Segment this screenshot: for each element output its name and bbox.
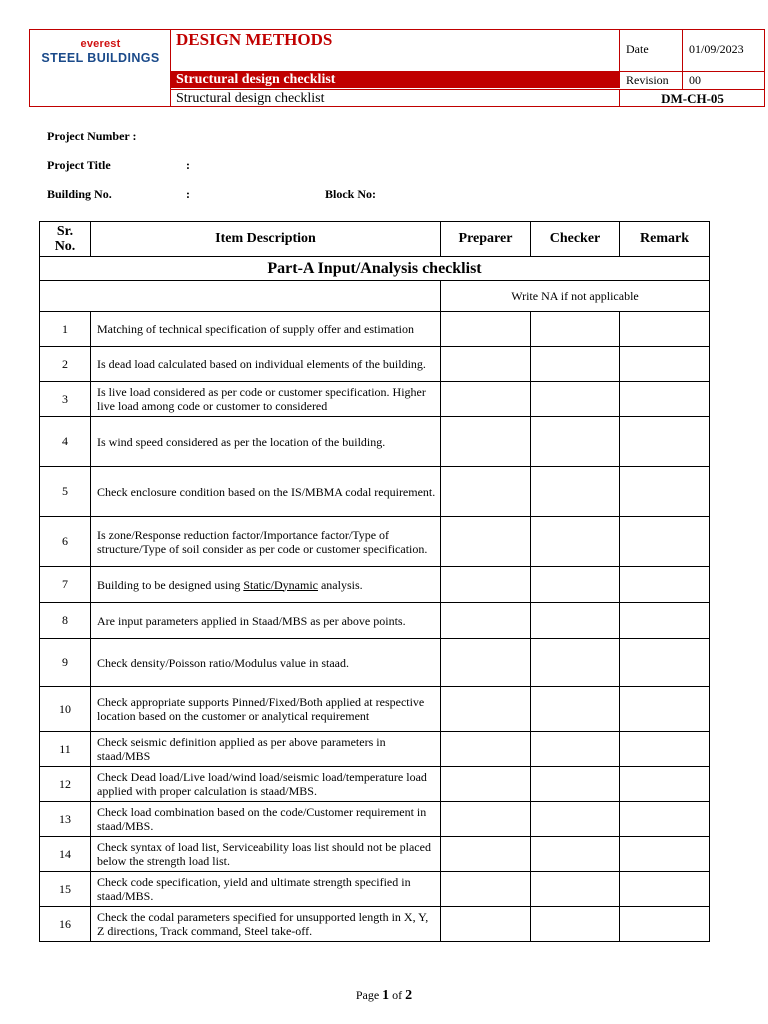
note-blank-cell <box>40 281 441 312</box>
revision-value: 00 <box>683 71 765 89</box>
preparer-cell[interactable] <box>441 517 531 567</box>
page-word: Page <box>355 988 380 1002</box>
document-header <box>29 29 765 107</box>
checker-cell[interactable] <box>531 467 620 517</box>
checklist-table <box>39 221 710 942</box>
date-label: Date <box>620 30 683 71</box>
row-number: 4 <box>40 417 91 467</box>
remark-cell[interactable] <box>620 382 710 417</box>
preparer-cell[interactable] <box>441 417 531 467</box>
remark-cell[interactable] <box>620 639 710 687</box>
preparer-cell[interactable] <box>441 732 531 767</box>
row-number: 8 <box>40 603 91 639</box>
table-row <box>40 382 710 417</box>
remark-cell[interactable] <box>620 603 710 639</box>
row-description: Check Dead load/Live load/wind load/seismic load/temperature load applied with proper calculation is staad/MBS. <box>91 767 441 802</box>
checker-cell[interactable] <box>531 312 620 347</box>
row-number: 5 <box>40 467 91 517</box>
building-no-label: Building No. <box>47 187 112 201</box>
checker-cell[interactable] <box>531 907 620 942</box>
table-row <box>40 417 710 467</box>
project-title-label: Project Title <box>47 158 111 172</box>
table-row <box>40 517 710 567</box>
preparer-cell[interactable] <box>441 347 531 382</box>
header-sr-no: Sr. No. <box>40 222 91 257</box>
preparer-cell[interactable] <box>441 567 531 603</box>
header-preparer: Preparer <box>441 222 531 257</box>
row-number: 6 <box>40 517 91 567</box>
remark-cell[interactable] <box>620 767 710 802</box>
checker-cell[interactable] <box>531 802 620 837</box>
date-value: 01/09/2023 <box>689 42 744 56</box>
row-number: 11 <box>40 732 91 767</box>
checker-cell[interactable] <box>531 767 620 802</box>
row-number: 16 <box>40 907 91 942</box>
checker-cell[interactable] <box>531 382 620 417</box>
document-code: DM-CH-05 <box>620 89 765 107</box>
preparer-cell[interactable] <box>441 382 531 417</box>
logo-line-1: everest <box>80 38 121 50</box>
remark-cell[interactable] <box>620 687 710 732</box>
table-row <box>40 312 710 347</box>
page-number: 1 <box>382 988 390 1003</box>
row-number: 10 <box>40 687 91 732</box>
checker-cell[interactable] <box>531 639 620 687</box>
page-title: DESIGN METHODS <box>176 30 333 49</box>
row-description: Check syntax of load list, Serviceability loas list should not be placed below the strength load list. <box>91 837 441 872</box>
row-description: Is live load considered as per code or customer specification. Higher live load among code or customer to considered <box>91 382 441 417</box>
checker-cell[interactable] <box>531 517 620 567</box>
remark-cell[interactable] <box>620 872 710 907</box>
preparer-cell[interactable] <box>441 907 531 942</box>
row-number: 15 <box>40 872 91 907</box>
header-item-description: Item Description <box>91 222 441 257</box>
section-row <box>40 257 710 281</box>
section-title: Part-A Input/Analysis checklist <box>40 257 710 281</box>
of-word: of <box>392 988 403 1002</box>
row-number: 1 <box>40 312 91 347</box>
table-row <box>40 837 710 872</box>
checker-cell[interactable] <box>531 347 620 382</box>
note-row <box>40 281 710 312</box>
preparer-cell[interactable] <box>441 872 531 907</box>
table-row <box>40 639 710 687</box>
checker-cell[interactable] <box>531 603 620 639</box>
row-description: Is wind speed considered as per the location of the building. <box>91 417 441 467</box>
remark-cell[interactable] <box>620 417 710 467</box>
header-checker: Checker <box>531 222 620 257</box>
row-number: 7 <box>40 567 91 603</box>
row-description: Check load combination based on the code/Customer requirement in staad/MBS. <box>91 802 441 837</box>
block-no-label: Block No: <box>325 187 376 201</box>
table-row <box>40 687 710 732</box>
table-row <box>40 467 710 517</box>
row-description: Check appropriate supports Pinned/Fixed/Both applied at respective location based on the customer or analytical requirement <box>91 687 441 732</box>
checker-cell[interactable] <box>531 567 620 603</box>
row-description: Building to be designed using Static/Dynamic analysis. <box>91 567 441 603</box>
row-description: Check density/Poisson ratio/Modulus value in staad. <box>91 639 441 687</box>
row-number: 12 <box>40 767 91 802</box>
remark-cell[interactable] <box>620 567 710 603</box>
table-row <box>40 603 710 639</box>
na-note: Write NA if not applicable <box>441 281 710 312</box>
building-no-colon: : <box>186 187 190 201</box>
preparer-cell[interactable] <box>441 687 531 732</box>
page-footer <box>0 988 768 1004</box>
checker-cell[interactable] <box>531 732 620 767</box>
remark-cell[interactable] <box>620 732 710 767</box>
row-description: Check code specification, yield and ultimate strength specified in staad/MBS. <box>91 872 441 907</box>
row-number: 14 <box>40 837 91 872</box>
table-row <box>40 872 710 907</box>
remark-cell[interactable] <box>620 347 710 382</box>
preparer-cell[interactable] <box>441 837 531 872</box>
preparer-cell[interactable] <box>441 639 531 687</box>
project-number-label: Project Number : <box>47 129 137 143</box>
row-number: 3 <box>40 382 91 417</box>
table-row <box>40 567 710 603</box>
header-title-cell <box>171 30 620 71</box>
company-logo <box>30 30 171 107</box>
row-description: Check the codal parameters specified for unsupported length in X, Y, Z directions, Track command, Steel take-off. <box>91 907 441 942</box>
table-row <box>40 732 710 767</box>
revision-label: Revision <box>620 71 683 89</box>
preparer-cell[interactable] <box>441 467 531 517</box>
header-remark: Remark <box>620 222 710 257</box>
preparer-cell[interactable] <box>441 802 531 837</box>
row-description: Check seismic definition applied as per above parameters in staad/MBS <box>91 732 441 767</box>
header-subtitle: Structural design checklist <box>171 89 620 107</box>
table-row <box>40 347 710 382</box>
row-description: Check enclosure condition based on the IS/MBMA codal requirement. <box>91 467 441 517</box>
row-description: Is zone/Response reduction factor/Importance factor/Type of structure/Type of soil consider as per code or customer specification. <box>91 517 441 567</box>
row-description: Are input parameters applied in Staad/MBS as per above points. <box>91 603 441 639</box>
remark-cell[interactable] <box>620 907 710 942</box>
project-title-colon: : <box>186 158 190 172</box>
checker-cell[interactable] <box>531 687 620 732</box>
logo-line-2: STEEL BUILDINGS <box>41 51 160 65</box>
remark-cell[interactable] <box>620 312 710 347</box>
table-row <box>40 802 710 837</box>
remark-cell[interactable] <box>620 802 710 837</box>
checker-cell[interactable] <box>531 417 620 467</box>
row-number: 9 <box>40 639 91 687</box>
row-description: Is dead load calculated based on individual elements of the building. <box>91 347 441 382</box>
checklist-bar: Structural design checklist <box>171 71 620 88</box>
table-row <box>40 907 710 942</box>
preparer-cell[interactable] <box>441 767 531 802</box>
checker-cell[interactable] <box>531 872 620 907</box>
table-row <box>40 767 710 802</box>
remark-cell[interactable] <box>620 837 710 872</box>
row-description: Matching of technical specification of supply offer and estimation <box>91 312 441 347</box>
row-number: 13 <box>40 802 91 837</box>
page-total: 2 <box>405 988 413 1003</box>
checker-cell[interactable] <box>531 837 620 872</box>
table-header-row <box>40 222 710 257</box>
remark-cell[interactable] <box>620 467 710 517</box>
preparer-cell[interactable] <box>441 603 531 639</box>
remark-cell[interactable] <box>620 517 710 567</box>
preparer-cell[interactable] <box>441 312 531 347</box>
row-number: 2 <box>40 347 91 382</box>
